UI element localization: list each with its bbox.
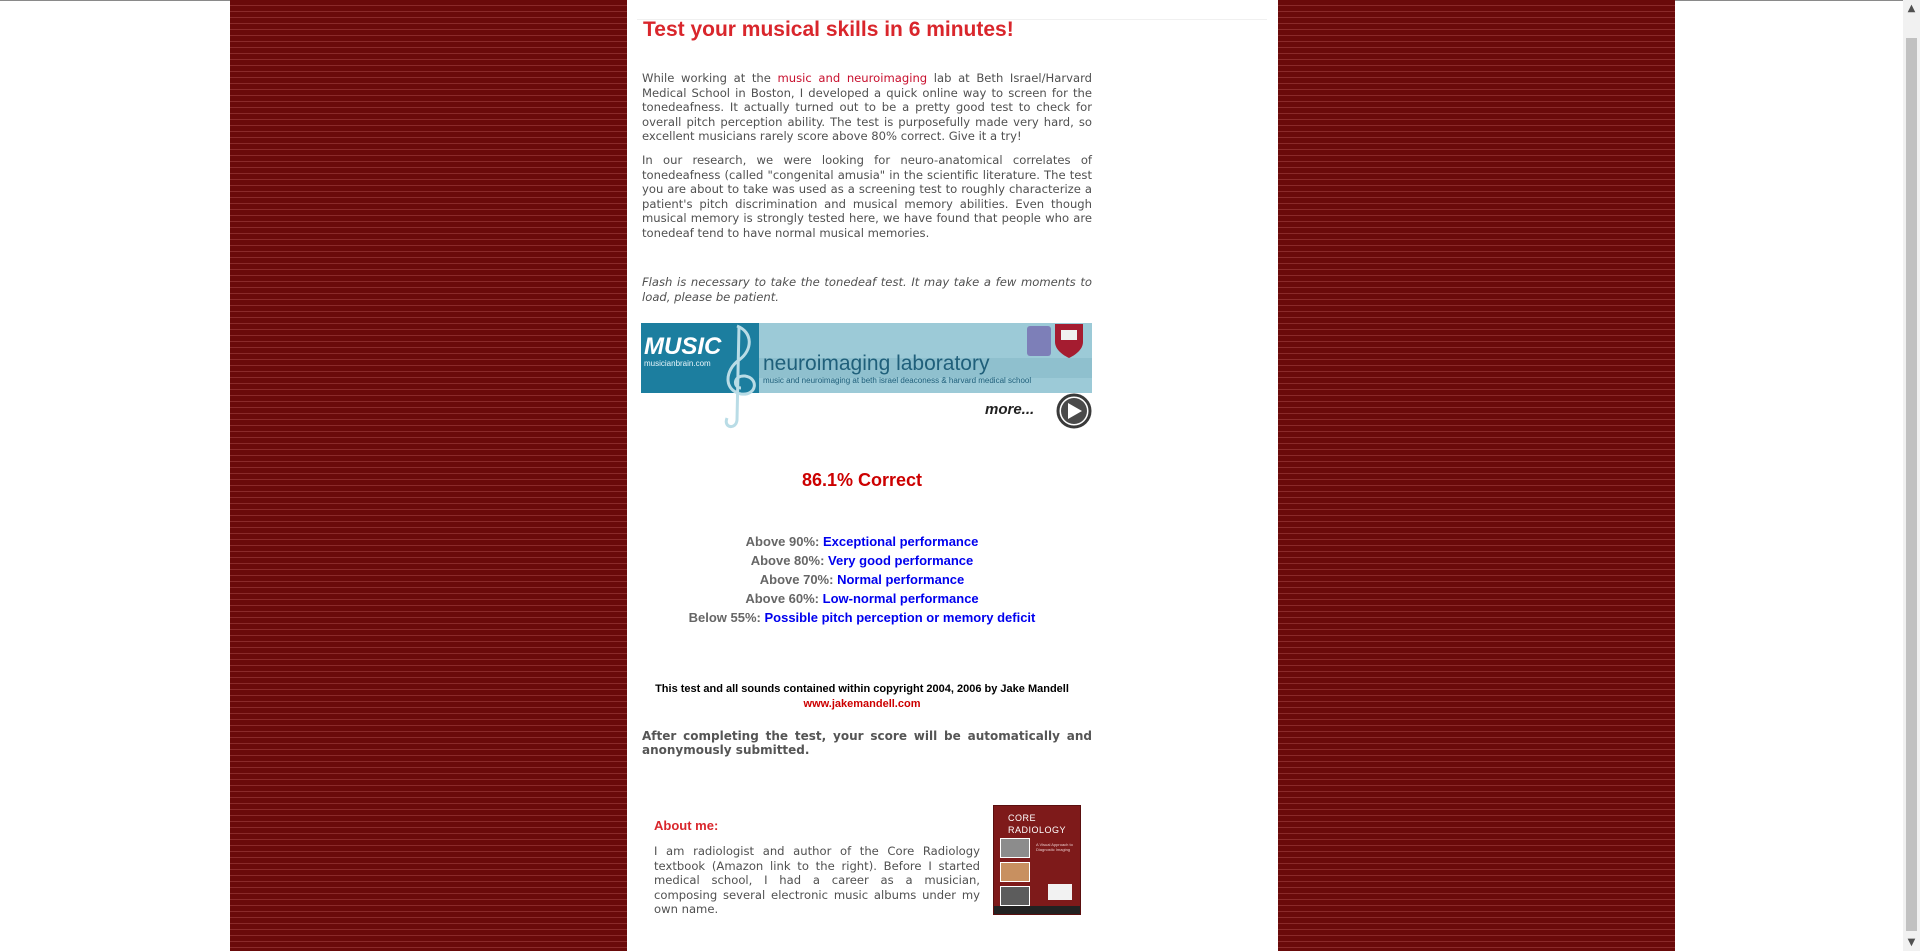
banner-main-text: neuroimaging laboratory — [763, 352, 990, 375]
book-title — [1008, 812, 1070, 836]
performance-threshold: Above 70%: — [759, 572, 834, 587]
performance-row — [627, 591, 1097, 606]
page-title: Test your musical skills in 6 minutes! — [643, 18, 1014, 41]
performance-threshold: Below 55%: — [688, 610, 761, 625]
intro-text-before: While working at the — [642, 71, 778, 85]
performance-threshold: Above 80%: — [750, 553, 825, 568]
chevron-down-icon[interactable]: ▼ — [1907, 937, 1916, 948]
chevron-up-icon[interactable]: ▲ — [1907, 3, 1916, 14]
about-text: I am radiologist and author of the Core Radiology textbook (Amazon link to the right). Before I started medical school, I had a career as a musician, composing several electronic music albums under my own name. — [654, 844, 980, 916]
performance-threshold: Above 90%: — [745, 534, 820, 549]
submit-note: After completing the test, your score will be automatically and anonymously submitted. — [642, 729, 1092, 757]
performance-label: Possible pitch perception or memory deficit — [764, 610, 1036, 625]
performance-row — [627, 572, 1097, 587]
performance-row — [627, 553, 1097, 568]
music-neuroimaging-link[interactable]: music and neuroimaging — [777, 71, 928, 85]
performance-label: Exceptional performance — [823, 534, 979, 549]
vertical-scrollbar[interactable] — [1903, 0, 1920, 951]
performance-label: Very good performance — [828, 553, 974, 568]
banner-logo-sub: musicianbrain.com — [644, 359, 711, 368]
banner-logo-text: MUSIC — [644, 333, 722, 360]
performance-row — [627, 610, 1097, 625]
book-title-line2: RADIOLOGY — [1008, 825, 1067, 835]
book-image — [1000, 838, 1030, 858]
intro-text-after: lab at Beth Israel/Harvard Medical School in Boston, I developed a quick online way to screen for the tonedeafness. It actually turned out to be a pretty good test to check for overall pitch perception ability. The test is purposefully made very hard, so excellent musicians rarely score above 80% correct. Give it a try! — [642, 71, 1092, 143]
more-link[interactable]: more... — [985, 401, 1035, 418]
book-footer-band — [994, 906, 1080, 914]
main-content — [627, 0, 1278, 951]
book-subtitle: A Visual Approach to Diagnostic Imaging — [1036, 842, 1073, 852]
about-heading: About me: — [654, 818, 719, 833]
performance-row — [627, 534, 1097, 549]
neuroimaging-lab-banner[interactable] — [641, 320, 1092, 430]
research-paragraph: In our research, we were looking for neuro-anatomical correlates of tonedeafness (called "congenital amusia" in the scientific literature. The test you are about to take was used as a screening test to roughly characterize a patient's pitch discrimination and musical memory abilities. Even though musical memory is strongly tested here, we have found that people who are tonedeaf tend to have normal musical memories. — [642, 153, 1092, 240]
book-image — [1000, 862, 1030, 882]
book-logo — [1048, 884, 1072, 900]
performance-label: Normal performance — [837, 572, 965, 587]
score-result: 86.1% Correct — [801, 470, 923, 490]
right-background-stripes — [1278, 0, 1675, 951]
arrow-right-icon[interactable] — [1058, 395, 1090, 427]
scrollbar-thumb[interactable] — [1906, 38, 1917, 931]
book-image — [1000, 886, 1030, 906]
banner-sub-text: music and neuroimaging at beth israel deaconess & harvard medical school — [763, 376, 1032, 385]
core-radiology-book-cover[interactable] — [993, 805, 1081, 915]
flash-note: Flash is necessary to take the tonedeaf test. It may take a few moments to load, please be patient. — [642, 275, 1092, 304]
left-background-stripes — [230, 0, 627, 951]
performance-label: Low-normal performance — [822, 591, 979, 606]
copyright-notice: This test and all sounds contained within copyright 2004, 2006 by Jake Mandell — [655, 683, 1069, 695]
book-title-line1: CORE — [1008, 813, 1037, 823]
intro-paragraph — [642, 71, 1092, 144]
jakemandell-link[interactable]: www.jakemandell.com — [803, 698, 921, 710]
performance-threshold: Above 60%: — [745, 591, 820, 606]
